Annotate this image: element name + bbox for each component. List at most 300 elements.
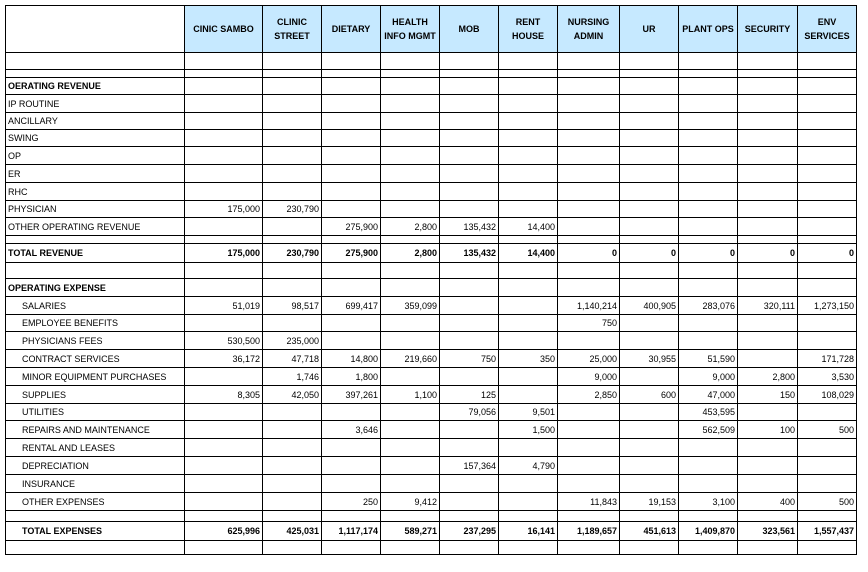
value-cell[interactable] — [558, 183, 620, 201]
value-cell[interactable]: 14,400 — [499, 218, 558, 236]
value-cell[interactable] — [381, 475, 440, 493]
value-cell[interactable] — [558, 511, 620, 522]
row-label-cell[interactable]: OP — [6, 147, 185, 165]
value-cell[interactable] — [185, 53, 263, 70]
value-cell[interactable] — [798, 165, 857, 183]
value-cell[interactable]: 2,850 — [558, 386, 620, 404]
value-cell[interactable] — [440, 113, 499, 130]
value-cell[interactable] — [558, 201, 620, 218]
value-cell[interactable] — [558, 236, 620, 244]
value-cell[interactable] — [620, 541, 679, 555]
value-cell[interactable] — [185, 78, 263, 95]
value-cell[interactable]: 625,996 — [185, 522, 263, 541]
value-cell[interactable] — [499, 439, 558, 457]
value-cell[interactable] — [322, 78, 381, 95]
value-cell[interactable] — [381, 113, 440, 130]
row-label-cell[interactable]: MINOR EQUIPMENT PURCHASES — [6, 368, 185, 386]
value-cell[interactable] — [738, 53, 798, 70]
value-cell[interactable] — [381, 315, 440, 332]
value-cell[interactable] — [620, 201, 679, 218]
value-cell[interactable]: 98,517 — [263, 297, 322, 315]
value-cell[interactable] — [440, 439, 499, 457]
value-cell[interactable] — [738, 541, 798, 555]
value-cell[interactable] — [440, 183, 499, 201]
row-label-cell[interactable]: OPERATING EXPENSE — [6, 279, 185, 297]
value-cell[interactable] — [558, 279, 620, 297]
value-cell[interactable] — [620, 95, 679, 113]
value-cell[interactable] — [440, 130, 499, 147]
value-cell[interactable] — [185, 368, 263, 386]
value-cell[interactable] — [381, 183, 440, 201]
value-cell[interactable] — [263, 147, 322, 165]
value-cell[interactable] — [185, 95, 263, 113]
value-cell[interactable] — [381, 78, 440, 95]
value-cell[interactable]: 16,141 — [499, 522, 558, 541]
value-cell[interactable] — [440, 279, 499, 297]
value-cell[interactable] — [738, 332, 798, 350]
value-cell[interactable] — [620, 183, 679, 201]
value-cell[interactable]: 0 — [798, 244, 857, 263]
value-cell[interactable] — [263, 511, 322, 522]
value-cell[interactable] — [322, 315, 381, 332]
value-cell[interactable] — [738, 475, 798, 493]
value-cell[interactable] — [738, 236, 798, 244]
value-cell[interactable] — [558, 404, 620, 421]
row-label-cell[interactable] — [6, 53, 185, 70]
value-cell[interactable] — [738, 183, 798, 201]
value-cell[interactable] — [738, 78, 798, 95]
value-cell[interactable] — [558, 475, 620, 493]
value-cell[interactable] — [185, 493, 263, 511]
value-cell[interactable] — [440, 297, 499, 315]
corner-cell[interactable] — [6, 6, 185, 53]
value-cell[interactable] — [738, 130, 798, 147]
row-label-cell[interactable]: PHYSICIANS FEES — [6, 332, 185, 350]
value-cell[interactable] — [679, 475, 738, 493]
value-cell[interactable] — [798, 263, 857, 279]
value-cell[interactable] — [499, 368, 558, 386]
row-label-cell[interactable]: TOTAL EXPENSES — [6, 522, 185, 541]
value-cell[interactable] — [558, 53, 620, 70]
value-cell[interactable] — [185, 113, 263, 130]
value-cell[interactable] — [499, 386, 558, 404]
value-cell[interactable]: 230,790 — [263, 201, 322, 218]
value-cell[interactable] — [185, 439, 263, 457]
row-label-cell[interactable]: OERATING REVENUE — [6, 78, 185, 95]
value-cell[interactable]: 250 — [322, 493, 381, 511]
value-cell[interactable] — [263, 78, 322, 95]
row-label-cell[interactable]: ANCILLARY — [6, 113, 185, 130]
value-cell[interactable]: 400,905 — [620, 297, 679, 315]
value-cell[interactable] — [381, 421, 440, 439]
value-cell[interactable]: 530,500 — [185, 332, 263, 350]
value-cell[interactable] — [185, 130, 263, 147]
value-cell[interactable]: 30,955 — [620, 350, 679, 368]
value-cell[interactable] — [558, 421, 620, 439]
value-cell[interactable] — [499, 113, 558, 130]
value-cell[interactable] — [558, 263, 620, 279]
value-cell[interactable] — [679, 113, 738, 130]
value-cell[interactable] — [798, 315, 857, 332]
value-cell[interactable]: 323,561 — [738, 522, 798, 541]
value-cell[interactable] — [499, 332, 558, 350]
value-cell[interactable] — [499, 78, 558, 95]
value-cell[interactable]: 3,646 — [322, 421, 381, 439]
value-cell[interactable] — [263, 457, 322, 475]
value-cell[interactable] — [263, 263, 322, 279]
value-cell[interactable] — [620, 439, 679, 457]
value-cell[interactable] — [440, 165, 499, 183]
row-label-cell[interactable]: CONTRACT SERVICES — [6, 350, 185, 368]
value-cell[interactable]: 47,718 — [263, 350, 322, 368]
value-cell[interactable] — [381, 541, 440, 555]
value-cell[interactable] — [798, 113, 857, 130]
value-cell[interactable]: 79,056 — [440, 404, 499, 421]
value-cell[interactable] — [440, 421, 499, 439]
value-cell[interactable]: 1,117,174 — [322, 522, 381, 541]
row-label-cell[interactable]: REPAIRS AND MAINTENANCE — [6, 421, 185, 439]
value-cell[interactable] — [798, 147, 857, 165]
value-cell[interactable] — [798, 218, 857, 236]
value-cell[interactable]: 750 — [558, 315, 620, 332]
value-cell[interactable]: 1,189,657 — [558, 522, 620, 541]
value-cell[interactable] — [679, 263, 738, 279]
value-cell[interactable] — [499, 541, 558, 555]
value-cell[interactable] — [263, 236, 322, 244]
value-cell[interactable] — [381, 368, 440, 386]
value-cell[interactable]: 1,140,214 — [558, 297, 620, 315]
value-cell[interactable]: 589,271 — [381, 522, 440, 541]
value-cell[interactable] — [381, 53, 440, 70]
value-cell[interactable] — [679, 457, 738, 475]
value-cell[interactable] — [322, 457, 381, 475]
value-cell[interactable] — [679, 218, 738, 236]
value-cell[interactable] — [440, 236, 499, 244]
value-cell[interactable] — [440, 541, 499, 555]
value-cell[interactable] — [499, 297, 558, 315]
value-cell[interactable]: 1,500 — [499, 421, 558, 439]
value-cell[interactable] — [738, 439, 798, 457]
value-cell[interactable] — [798, 236, 857, 244]
value-cell[interactable] — [679, 165, 738, 183]
value-cell[interactable] — [322, 201, 381, 218]
value-cell[interactable] — [798, 95, 857, 113]
value-cell[interactable] — [322, 475, 381, 493]
column-header[interactable]: HEALTH INFO MGMT — [381, 6, 440, 53]
value-cell[interactable] — [620, 457, 679, 475]
value-cell[interactable] — [738, 263, 798, 279]
value-cell[interactable] — [679, 53, 738, 70]
value-cell[interactable] — [620, 130, 679, 147]
value-cell[interactable] — [381, 70, 440, 78]
value-cell[interactable] — [738, 350, 798, 368]
value-cell[interactable] — [499, 475, 558, 493]
value-cell[interactable] — [381, 95, 440, 113]
value-cell[interactable] — [679, 70, 738, 78]
value-cell[interactable] — [185, 457, 263, 475]
value-cell[interactable] — [322, 53, 381, 70]
value-cell[interactable] — [738, 457, 798, 475]
value-cell[interactable] — [798, 457, 857, 475]
row-label-cell[interactable]: SWING — [6, 130, 185, 147]
value-cell[interactable] — [558, 130, 620, 147]
value-cell[interactable] — [620, 236, 679, 244]
value-cell[interactable] — [499, 279, 558, 297]
value-cell[interactable] — [185, 404, 263, 421]
value-cell[interactable] — [440, 368, 499, 386]
value-cell[interactable] — [798, 332, 857, 350]
value-cell[interactable]: 3,100 — [679, 493, 738, 511]
value-cell[interactable] — [738, 165, 798, 183]
value-cell[interactable]: 1,557,437 — [798, 522, 857, 541]
value-cell[interactable] — [558, 78, 620, 95]
value-cell[interactable] — [798, 541, 857, 555]
column-header[interactable]: PLANT OPS — [679, 6, 738, 53]
value-cell[interactable]: 9,412 — [381, 493, 440, 511]
value-cell[interactable]: 51,019 — [185, 297, 263, 315]
value-cell[interactable] — [620, 279, 679, 297]
value-cell[interactable]: 175,000 — [185, 201, 263, 218]
value-cell[interactable] — [798, 279, 857, 297]
value-cell[interactable] — [679, 130, 738, 147]
value-cell[interactable] — [322, 439, 381, 457]
value-cell[interactable]: 320,111 — [738, 297, 798, 315]
value-cell[interactable] — [185, 541, 263, 555]
value-cell[interactable]: 14,400 — [499, 244, 558, 263]
value-cell[interactable]: 219,660 — [381, 350, 440, 368]
value-cell[interactable]: 9,501 — [499, 404, 558, 421]
value-cell[interactable] — [440, 315, 499, 332]
value-cell[interactable] — [322, 165, 381, 183]
value-cell[interactable]: 171,728 — [798, 350, 857, 368]
row-label-cell[interactable] — [6, 263, 185, 279]
value-cell[interactable] — [620, 475, 679, 493]
value-cell[interactable]: 0 — [620, 244, 679, 263]
value-cell[interactable] — [322, 130, 381, 147]
value-cell[interactable] — [381, 457, 440, 475]
value-cell[interactable] — [679, 439, 738, 457]
value-cell[interactable]: 8,305 — [185, 386, 263, 404]
value-cell[interactable] — [185, 315, 263, 332]
value-cell[interactable] — [440, 95, 499, 113]
value-cell[interactable] — [185, 263, 263, 279]
value-cell[interactable] — [263, 315, 322, 332]
value-cell[interactable] — [738, 147, 798, 165]
row-label-cell[interactable]: SUPPLIES — [6, 386, 185, 404]
value-cell[interactable] — [381, 165, 440, 183]
value-cell[interactable] — [620, 421, 679, 439]
row-label-cell[interactable] — [6, 511, 185, 522]
value-cell[interactable] — [322, 236, 381, 244]
value-cell[interactable]: 1,800 — [322, 368, 381, 386]
value-cell[interactable] — [620, 404, 679, 421]
value-cell[interactable] — [499, 70, 558, 78]
value-cell[interactable] — [381, 439, 440, 457]
row-label-cell[interactable]: OTHER OPERATING REVENUE — [6, 218, 185, 236]
value-cell[interactable] — [620, 53, 679, 70]
value-cell[interactable]: 2,800 — [381, 218, 440, 236]
value-cell[interactable] — [185, 511, 263, 522]
value-cell[interactable] — [499, 53, 558, 70]
value-cell[interactable] — [499, 493, 558, 511]
value-cell[interactable]: 0 — [738, 244, 798, 263]
column-header[interactable]: NURSING ADMIN — [558, 6, 620, 53]
value-cell[interactable] — [620, 263, 679, 279]
value-cell[interactable] — [499, 263, 558, 279]
value-cell[interactable] — [738, 511, 798, 522]
value-cell[interactable]: 425,031 — [263, 522, 322, 541]
value-cell[interactable] — [263, 218, 322, 236]
value-cell[interactable] — [322, 263, 381, 279]
value-cell[interactable] — [185, 279, 263, 297]
value-cell[interactable] — [738, 201, 798, 218]
value-cell[interactable] — [381, 263, 440, 279]
value-cell[interactable] — [798, 183, 857, 201]
value-cell[interactable] — [620, 165, 679, 183]
value-cell[interactable]: 451,613 — [620, 522, 679, 541]
value-cell[interactable]: 100 — [738, 421, 798, 439]
row-label-cell[interactable]: ER — [6, 165, 185, 183]
value-cell[interactable]: 157,364 — [440, 457, 499, 475]
value-cell[interactable] — [263, 279, 322, 297]
value-cell[interactable]: 9,000 — [558, 368, 620, 386]
value-cell[interactable]: 42,050 — [263, 386, 322, 404]
row-label-cell[interactable] — [6, 541, 185, 555]
value-cell[interactable]: 275,900 — [322, 218, 381, 236]
value-cell[interactable] — [798, 511, 857, 522]
value-cell[interactable]: 11,843 — [558, 493, 620, 511]
value-cell[interactable] — [185, 70, 263, 78]
value-cell[interactable]: 150 — [738, 386, 798, 404]
value-cell[interactable] — [440, 201, 499, 218]
value-cell[interactable] — [798, 130, 857, 147]
column-header[interactable]: SECURITY — [738, 6, 798, 53]
value-cell[interactable] — [381, 236, 440, 244]
value-cell[interactable] — [620, 332, 679, 350]
value-cell[interactable] — [558, 165, 620, 183]
value-cell[interactable] — [263, 475, 322, 493]
value-cell[interactable] — [185, 236, 263, 244]
value-cell[interactable] — [185, 147, 263, 165]
value-cell[interactable] — [679, 78, 738, 95]
value-cell[interactable] — [322, 332, 381, 350]
value-cell[interactable] — [263, 70, 322, 78]
value-cell[interactable] — [440, 263, 499, 279]
value-cell[interactable] — [738, 95, 798, 113]
column-header[interactable]: RENT HOUSE — [499, 6, 558, 53]
value-cell[interactable] — [322, 279, 381, 297]
value-cell[interactable] — [620, 315, 679, 332]
value-cell[interactable] — [558, 332, 620, 350]
value-cell[interactable] — [679, 279, 738, 297]
value-cell[interactable] — [679, 315, 738, 332]
column-header[interactable]: UR — [620, 6, 679, 53]
value-cell[interactable] — [263, 541, 322, 555]
value-cell[interactable] — [620, 78, 679, 95]
value-cell[interactable] — [499, 201, 558, 218]
value-cell[interactable] — [499, 315, 558, 332]
value-cell[interactable] — [798, 475, 857, 493]
column-header[interactable]: CINIC SAMBO — [185, 6, 263, 53]
value-cell[interactable] — [322, 147, 381, 165]
value-cell[interactable] — [185, 165, 263, 183]
value-cell[interactable] — [381, 130, 440, 147]
value-cell[interactable] — [558, 147, 620, 165]
value-cell[interactable]: 235,000 — [263, 332, 322, 350]
column-header[interactable]: DIETARY — [322, 6, 381, 53]
value-cell[interactable] — [738, 315, 798, 332]
value-cell[interactable] — [620, 147, 679, 165]
value-cell[interactable] — [322, 511, 381, 522]
value-cell[interactable]: 51,590 — [679, 350, 738, 368]
row-label-cell[interactable]: RHC — [6, 183, 185, 201]
value-cell[interactable] — [679, 147, 738, 165]
value-cell[interactable] — [679, 95, 738, 113]
value-cell[interactable] — [679, 236, 738, 244]
value-cell[interactable] — [558, 457, 620, 475]
value-cell[interactable]: 600 — [620, 386, 679, 404]
row-label-cell[interactable]: UTILITIES — [6, 404, 185, 421]
row-label-cell[interactable]: PHYSICIAN — [6, 201, 185, 218]
value-cell[interactable] — [499, 165, 558, 183]
value-cell[interactable] — [499, 95, 558, 113]
value-cell[interactable] — [322, 95, 381, 113]
value-cell[interactable] — [440, 475, 499, 493]
value-cell[interactable] — [798, 53, 857, 70]
value-cell[interactable] — [558, 95, 620, 113]
value-cell[interactable] — [185, 475, 263, 493]
value-cell[interactable] — [185, 183, 263, 201]
value-cell[interactable]: 9,000 — [679, 368, 738, 386]
row-label-cell[interactable]: INSURANCE — [6, 475, 185, 493]
value-cell[interactable] — [381, 147, 440, 165]
value-cell[interactable] — [263, 439, 322, 457]
value-cell[interactable]: 400 — [738, 493, 798, 511]
row-label-cell[interactable] — [6, 70, 185, 78]
value-cell[interactable]: 359,099 — [381, 297, 440, 315]
value-cell[interactable]: 1,273,150 — [798, 297, 857, 315]
value-cell[interactable]: 4,790 — [499, 457, 558, 475]
value-cell[interactable] — [185, 421, 263, 439]
value-cell[interactable] — [381, 201, 440, 218]
value-cell[interactable]: 500 — [798, 493, 857, 511]
value-cell[interactable] — [798, 201, 857, 218]
value-cell[interactable] — [738, 113, 798, 130]
value-cell[interactable] — [263, 95, 322, 113]
value-cell[interactable] — [381, 511, 440, 522]
value-cell[interactable]: 2,800 — [738, 368, 798, 386]
value-cell[interactable]: 1,746 — [263, 368, 322, 386]
value-cell[interactable] — [381, 279, 440, 297]
value-cell[interactable] — [322, 113, 381, 130]
value-cell[interactable]: 1,409,870 — [679, 522, 738, 541]
row-label-cell[interactable] — [6, 236, 185, 244]
value-cell[interactable] — [679, 183, 738, 201]
value-cell[interactable] — [263, 493, 322, 511]
row-label-cell[interactable]: SALARIES — [6, 297, 185, 315]
value-cell[interactable] — [798, 404, 857, 421]
value-cell[interactable] — [263, 421, 322, 439]
value-cell[interactable]: 0 — [679, 244, 738, 263]
row-label-cell[interactable]: RENTAL AND LEASES — [6, 439, 185, 457]
value-cell[interactable]: 14,800 — [322, 350, 381, 368]
value-cell[interactable]: 135,432 — [440, 244, 499, 263]
value-cell[interactable] — [738, 70, 798, 78]
value-cell[interactable] — [263, 113, 322, 130]
value-cell[interactable] — [738, 218, 798, 236]
value-cell[interactable] — [499, 511, 558, 522]
value-cell[interactable] — [440, 147, 499, 165]
